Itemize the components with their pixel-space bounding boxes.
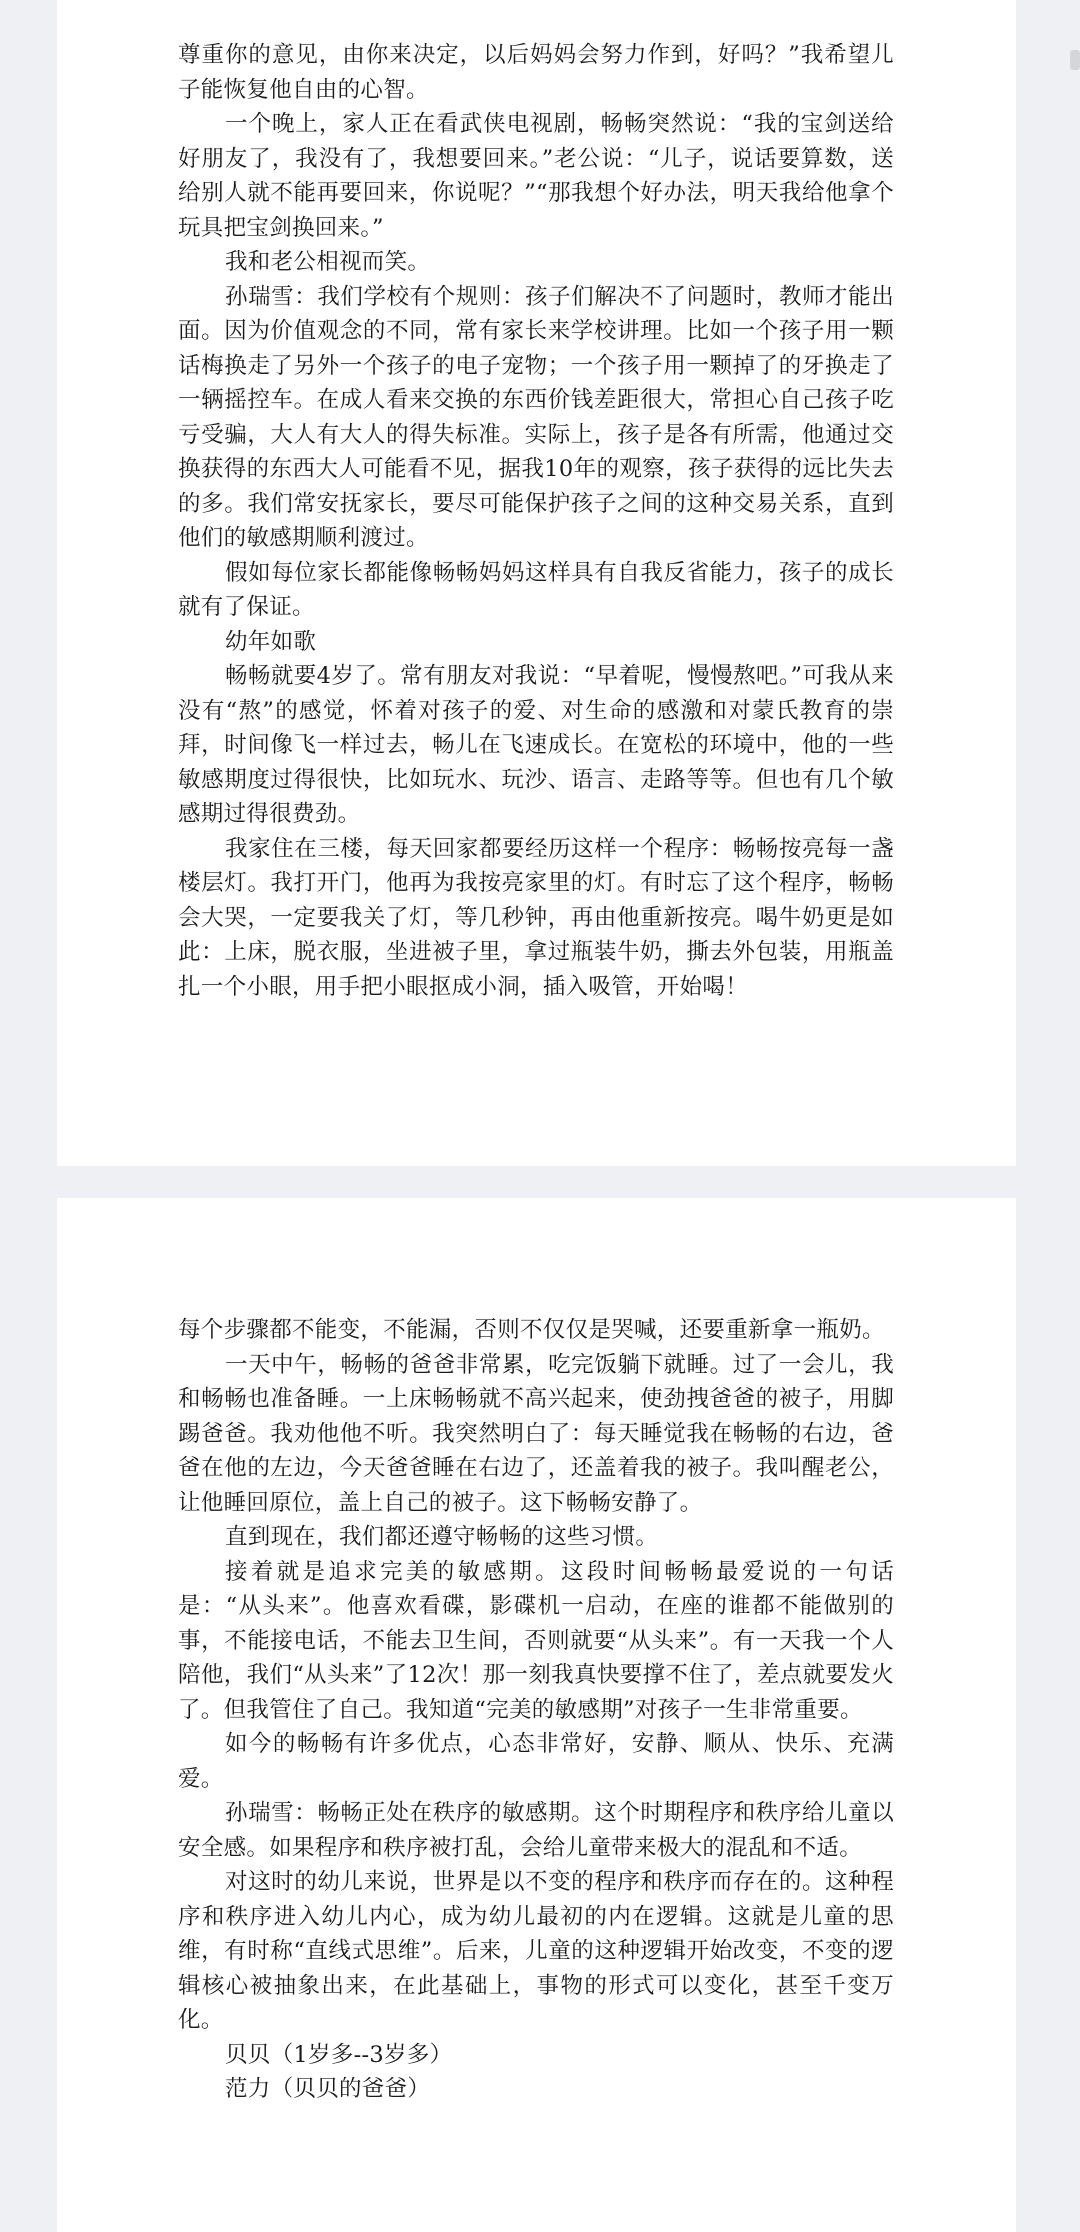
section-heading: 贝贝（1岁多--3岁多） [225, 2041, 453, 2068]
paragraph: 对这时的幼儿来说，世界是以不变的程序和秩序而存在的。这种程序和秩序进入幼儿内心，成为幼儿最初的内在逻辑。这就是儿童的思维，有时称“直线式思维”。后来，儿童的这种逻辑开始改变，不变的逻辑核心被抽象出来，在此基础上，事物的形式可以变化，甚至千变万化。 [178, 1869, 894, 2033]
paragraph: 孙瑞雪：畅畅正处在秩序的敏感期。这个时期程序和秩序给儿童以安全感。如果程序和秩序被打乱，会给儿童带来极大的混乱和不适。 [178, 1800, 894, 1861]
paragraph: 畅畅就要4岁了。常有朋友对我说：“早着呢，慢慢熬吧。”可我从来没有“熬”的感觉，怀着对孩子的爱、对生命的感激和对蒙氏教育的崇拜，时间像飞一样过去，畅儿在飞速成长。在宽松的环境中，他的一些敏感期度过得很快，比如玩水、玩沙、语言、走路等等。但也有几个敏感期过得很费劲。 [178, 663, 894, 827]
section-heading: 范力（贝贝的爸爸） [225, 2076, 431, 2102]
document-page-2 [57, 1198, 1016, 2232]
paragraph: 一个晚上，家人正在看武侠电视剧，畅畅突然说：“我的宝剑送给好朋友了，我没有了，我想要回来。”老公说：“儿子，说话要算数，送给别人就不能再要回来，你说呢？”“那我想个好办法，明天我给他拿个玩具把宝剑换回来。” [178, 111, 894, 241]
paragraph: 尊重你的意见，由你来决定，以后妈妈会努力作到，好吗？”我希望儿子能恢复他自由的心智。 [178, 42, 894, 103]
paragraph: 孙瑞雪：我们学校有个规则：孩子们解决不了问题时，教师才能出面。因为价值观念的不同，常有家长来学校讲理。比如一个孩子用一颗话梅换走了另外一个孩子的电子宠物；一个孩子用一颗掉了的牙换走了一辆摇控车。在成人看来交换的东西价钱差距很大，常担心自己孩子吃亏受骗，大人有大人的得失标准。实际上，孩子是各有所需，他通过交换获得的东西大人可能看不见，据我10年的观察，孩子获得的远比失去的多。我们常安抚家长，要尽可能保护孩子之间的这种交易关系，直到他们的敏感期顺利渡过。 [178, 283, 894, 551]
paragraph: 我和老公相视而笑。 [225, 249, 431, 275]
paragraph: 每个步骤都不能变，不能漏，否则不仅仅是哭喊，还要重新拿一瓶奶。 [178, 1317, 885, 1343]
paragraph: 假如每位家长都能像畅畅妈妈这样具有自我反省能力，孩子的成长就有了保证。 [178, 559, 894, 620]
paragraph: 如今的畅畅有许多优点，心态非常好，安静、顺从、快乐、充满爱。 [178, 1731, 894, 1792]
section-heading: 幼年如歌 [225, 628, 317, 655]
document-page-1 [57, 0, 1016, 1166]
paragraph: 接着就是追求完美的敏感期。这段时间畅畅最爱说的一句话是：“从头来”。他喜欢看碟，影碟机一启动，在座的谁都不能做别的事，不能接电话，不能去卫生间，否则就要“从头来”。有一天我一个人陪他，我们“从头来”了12次！那一刻我真快要撑不住了，差点就要发火了。但我管住了自己。我知道“完美的敏感期”对孩子一生非常重要。 [178, 1558, 894, 1723]
paragraph: 直到现在，我们都还遵守畅畅的这些习惯。 [225, 1524, 659, 1550]
paragraph: 一天中午，畅畅的爸爸非常累，吃完饭躺下就睡。过了一会儿，我和畅畅也准备睡。一上床畅畅就不高兴起来，使劲拽爸爸的被子，用脚踢爸爸。我劝他他不听。我突然明白了：每天睡觉我在畅畅的右边，爸爸在他的左边，今天爸爸睡在右边了，还盖着我的被子。我叫醒老公，让他睡回原位，盖上自己的被子。这下畅畅安静了。 [178, 1351, 894, 1516]
paragraph: 我家住在三楼，每天回家都要经历这样一个程序：畅畅按亮每一盏楼层灯。我打开门，他再为我按亮家里的灯。有时忘了这个程序，畅畅会大哭，一定要我关了灯，等几秒钟，再由他重新按亮。喝牛奶更是如此：上床，脱衣服，坐进被子里，拿过瓶装牛奶，撕去外包装，用瓶盖扎一个小眼，用手把小眼抠成小洞，插入吸管，开始喝！ [178, 835, 894, 1000]
scrollbar-thumb[interactable] [1070, 50, 1080, 70]
